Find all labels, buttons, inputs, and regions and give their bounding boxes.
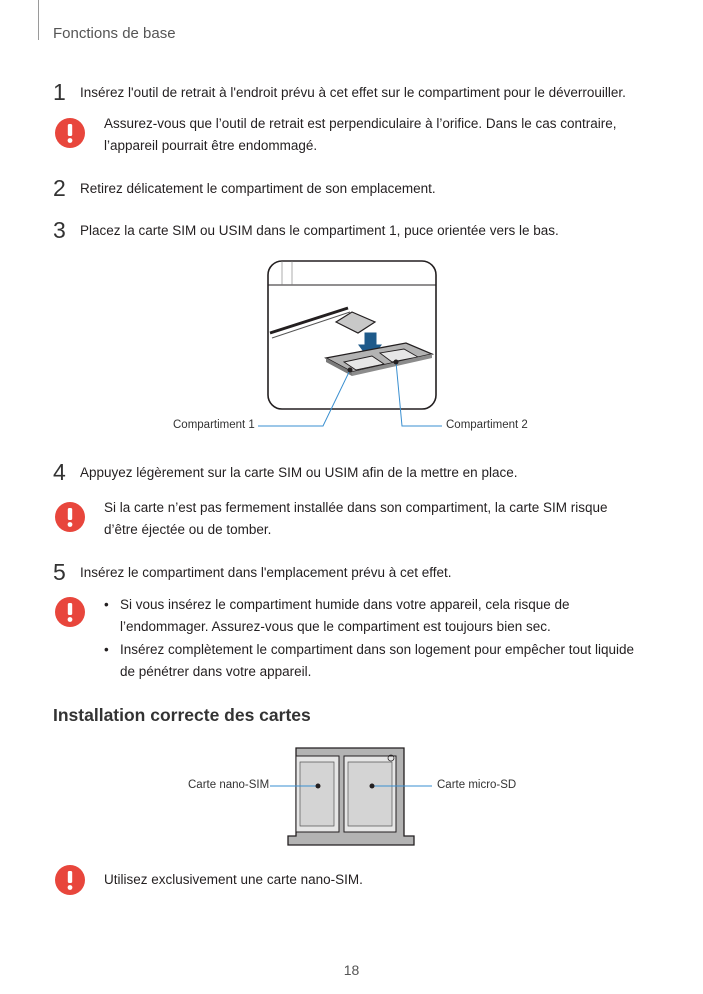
step-number: 1 <box>53 79 66 105</box>
bullet-dot: • <box>104 597 109 612</box>
section-header: Fonctions de base <box>53 25 176 42</box>
step-text: Appuyez légèrement sur la carte SIM ou USIM afin de la mettre en place. <box>80 465 518 480</box>
step-number: 2 <box>53 175 66 201</box>
bullet-text: Si vous insérez le compartiment humide dans votre appareil, cela risque de l’endommager. Assurez-vous que le compartiment est toujours bien sec. <box>120 597 570 634</box>
warning-note-4: Utilisez exclusivement une carte nano-SIM. <box>104 872 363 887</box>
step-number: 4 <box>53 459 66 485</box>
warning-icon <box>55 865 85 895</box>
step-number: 5 <box>53 559 66 585</box>
bullet-dot: • <box>104 642 109 657</box>
bullet-text: Insérez complètement le compartiment dans son logement pour empêcher tout liquide de pénétrer dans votre appareil. <box>120 642 635 679</box>
label-micro-sd: Carte micro-SD <box>437 779 517 791</box>
step-text: Insérez le compartiment dans l'emplacement prévu à cet effet. <box>80 565 452 580</box>
step-text: Insérez l'outil de retrait à l'endroit prévu à cet effet sur le compartiment pour le déverrouiller. <box>80 85 626 100</box>
label-nano-sim: Carte nano-SIM <box>188 779 270 791</box>
label-compartment-2: Compartiment 2 <box>446 419 528 431</box>
warning-note-1: Assurez-vous que l’outil de retrait est perpendiculaire à l’orifice. Dans le cas contraire, l’appareil pourrait être endommagé. <box>104 116 617 153</box>
page-number: 18 <box>343 962 360 978</box>
section-title: Installation correcte des cartes <box>53 705 311 725</box>
step-text: Placez la carte SIM ou USIM dans le compartiment 1, puce orientée vers le bas. <box>80 223 559 238</box>
step-number: 3 <box>53 217 66 243</box>
step-text: Retirez délicatement le compartiment de son emplacement. <box>80 181 436 196</box>
label-compartment-1: Compartiment 1 <box>173 419 255 431</box>
warning-note-2: Si la carte n’est pas fermement installée dans son compartiment, la carte SIM risque d’être éjectée ou de tomber. <box>104 500 608 537</box>
